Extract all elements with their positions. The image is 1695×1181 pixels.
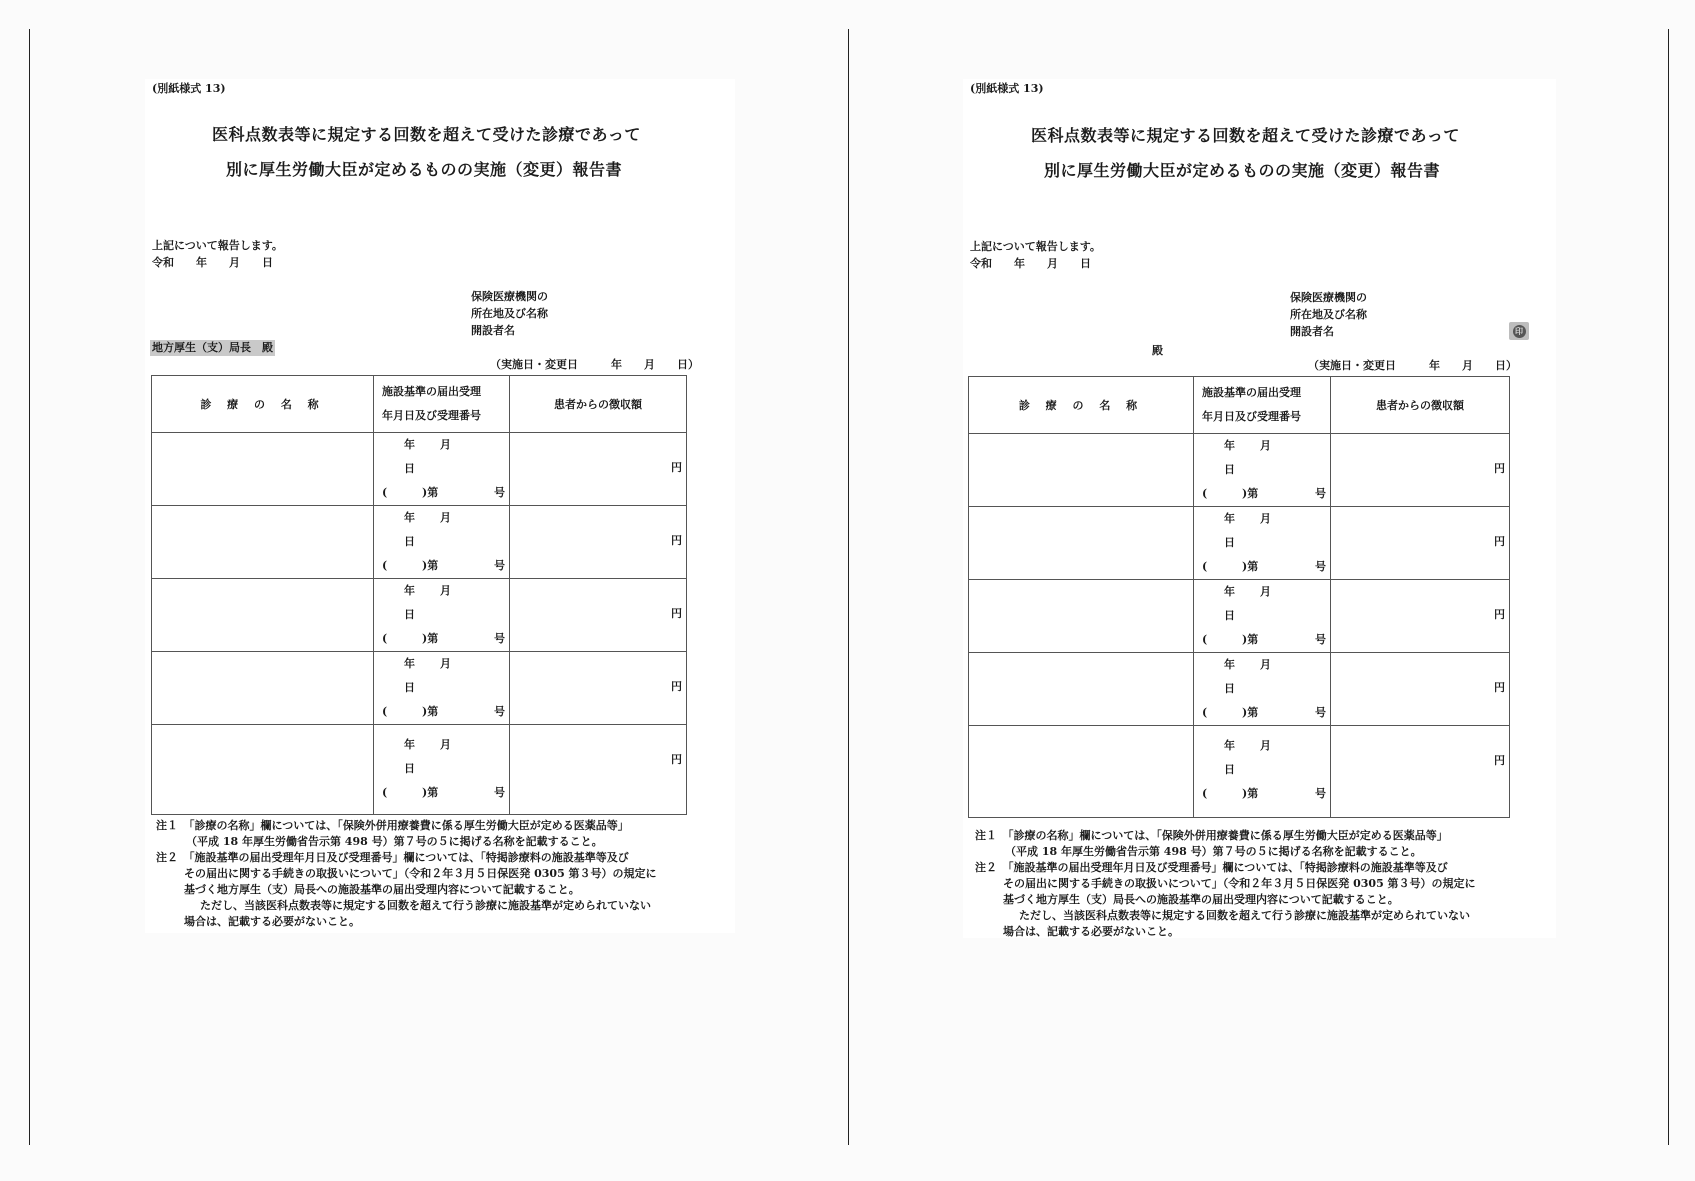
acceptance-date-number-cell[interactable]: 年 月日 ( )第 号 [1194,580,1331,653]
page-title-line-2: 別に厚生労働大臣が定めるものの実施（変更）報告書 [1044,161,1441,180]
note-1-line-1: 注１ 「診療の名称」欄については、「保険外併用療養費に係る厚生労働大臣が定める医薬品等」 [156,819,629,832]
treatment-name-cell[interactable] [969,653,1194,726]
yen-unit: 円 [1494,462,1505,475]
yen-unit: 円 [1494,681,1505,694]
treatment-name-cell[interactable] [152,579,374,652]
report-date-field[interactable]: 令和 年 月 日 [970,257,1091,270]
page-title-line-1: 医科点数表等に規定する回数を超えて受けた診療であって [212,125,641,144]
patient-charge-cell[interactable] [510,579,687,652]
table-row [969,580,1510,653]
table-header-row [152,376,687,433]
form-number: (別紙様式 13) [152,82,226,95]
header-facility-standard-line-2: 年月日及び受理番号 [382,409,481,422]
treatment-name-cell[interactable] [969,434,1194,507]
report-table [968,376,1510,818]
yen-unit: 円 [671,607,682,620]
institution-label: 保険医療機関の [1290,291,1367,304]
header-patient-charge: 患者からの徴収額 [510,376,687,433]
patient-charge-cell[interactable] [510,506,687,579]
table-row [152,433,687,506]
institution-location-label: 所在地及び名称 [471,307,548,320]
table-row [152,579,687,652]
note-2-line-5: 場合は、記載する必要がないこと。 [1003,925,1179,938]
notes-section [156,818,657,930]
institution-label: 保険医療機関の [471,290,548,303]
treatment-name-cell[interactable] [152,433,374,506]
report-statement: 上記について報告します。 [970,240,1101,253]
table-row [152,725,687,815]
treatment-name-cell[interactable] [152,725,374,815]
implementation-date-field[interactable]: （実施日・変更日 年 月 日） [1308,359,1517,372]
patient-charge-cell[interactable] [1331,434,1510,507]
notes-section [975,828,1476,940]
addressee: 殿 [1152,344,1163,357]
header-facility-standard-line-1: 施設基準の届出受理 [382,385,481,398]
patient-charge-cell[interactable] [1331,507,1510,580]
header-treatment-name: 診 療 の 名 称 [969,377,1194,434]
acceptance-date-number-cell[interactable]: 年 月日 ( )第 号 [374,433,510,506]
note-2-line-4: ただし、当該医科点数表等に規定する回数を超えて行う診療に施設基準が定められていない [200,899,651,912]
page-title-line-2: 別に厚生労働大臣が定めるものの実施（変更）報告書 [226,160,623,179]
form-number: (別紙様式 13) [970,82,1044,95]
table-row [152,506,687,579]
acceptance-date-number-cell[interactable]: 年 月日 ( )第 号 [1194,434,1331,507]
note-2-line-4: ただし、当該医科点数表等に規定する回数を超えて行う診療に施設基準が定められていない [1019,909,1470,922]
page-title-line-1: 医科点数表等に規定する回数を超えて受けた診療であって [1031,126,1460,145]
table-header-row [969,377,1510,434]
acceptance-date-number-cell[interactable]: 年 月日 ( )第 号 [1194,726,1331,818]
note-2-line-2: その届出に関する手続きの取扱いについて」（令和２年３月５日保医発 0305 第３号）の規定に [184,867,657,880]
acceptance-date-number-cell[interactable]: 年 月日 ( )第 号 [374,506,510,579]
founder-name-label: 開設者名 [1290,325,1334,338]
treatment-name-cell[interactable] [969,507,1194,580]
acceptance-date-number-cell[interactable]: 年 月日 ( )第 号 [1194,507,1331,580]
note-1-line-2: （平成 18 年厚生労働省告示第 498 号）第７号の５に掲げる名称を記載すること。 [186,835,603,848]
patient-charge-cell[interactable] [510,652,687,725]
yen-unit: 円 [671,461,682,474]
report-date-field[interactable]: 令和 年 月 日 [152,256,273,269]
acceptance-date-number-cell[interactable]: 年 月日 ( )第 号 [374,725,510,815]
note-2-line-2: その届出に関する手続きの取扱いについて」（令和２年３月５日保医発 0305 第３号）の規定に [1003,877,1476,890]
header-facility-standard [374,376,510,433]
yen-unit: 円 [671,680,682,693]
note-2-line-1: 注２ 「施設基準の届出受理年月日及び受理番号」欄については、「特掲診療料の施設基準等及び [975,861,1448,874]
addressee: 地方厚生（支）局長 殿 [152,341,273,354]
acceptance-date-number-cell[interactable]: 年 月日 ( )第 号 [374,652,510,725]
treatment-name-cell[interactable] [152,652,374,725]
page-border-middle [848,29,849,1145]
treatment-name-cell[interactable] [152,506,374,579]
table-row [152,652,687,725]
report-statement: 上記について報告します。 [152,239,283,252]
yen-unit: 円 [1494,608,1505,621]
acceptance-date-number-cell[interactable]: 年 月日 ( )第 号 [374,579,510,652]
page-border-right [1668,29,1669,1145]
note-2-line-5: 場合は、記載する必要がないこと。 [184,915,360,928]
founder-name-label: 開設者名 [471,324,515,337]
table-row [969,507,1510,580]
note-1-line-1: 注１ 「診療の名称」欄については、「保険外併用療養費に係る厚生労働大臣が定める医薬品等」 [975,829,1448,842]
note-1-line-2: （平成 18 年厚生労働省告示第 498 号）第７号の５に掲げる名称を記載すること。 [1005,845,1422,858]
note-2-line-3: 基づく地方厚生（支）局長への施設基準の届出受理内容について記載すること。 [184,883,580,896]
seal-stamp-icon: 印 [1509,322,1529,340]
note-2-line-3: 基づく地方厚生（支）局長への施設基準の届出受理内容について記載すること。 [1003,893,1399,906]
patient-charge-cell[interactable] [1331,653,1510,726]
patient-charge-cell[interactable] [1331,726,1510,818]
yen-unit: 円 [1494,535,1505,548]
table-row [969,653,1510,726]
yen-unit: 円 [671,534,682,547]
patient-charge-cell[interactable] [510,725,687,815]
institution-location-label: 所在地及び名称 [1290,308,1367,321]
table-row [969,434,1510,507]
header-treatment-name: 診 療 の 名 称 [152,376,374,433]
treatment-name-cell[interactable] [969,580,1194,653]
header-facility-standard [1194,377,1331,434]
note-2-line-1: 注２ 「施設基準の届出受理年月日及び受理番号」欄については、「特掲診療料の施設基準等及び [156,851,629,864]
table-row [969,726,1510,818]
report-table [151,375,687,815]
header-facility-standard-line-2: 年月日及び受理番号 [1202,410,1301,423]
patient-charge-cell[interactable] [1331,580,1510,653]
patient-charge-cell[interactable] [510,433,687,506]
acceptance-date-number-cell[interactable]: 年 月日 ( )第 号 [1194,653,1331,726]
header-patient-charge: 患者からの徴収額 [1331,377,1510,434]
treatment-name-cell[interactable] [969,726,1194,818]
yen-unit: 円 [1494,754,1505,767]
header-facility-standard-line-1: 施設基準の届出受理 [1202,386,1301,399]
implementation-date-field[interactable]: （実施日・変更日 年 月 日） [490,358,699,371]
page-border-left [29,29,30,1145]
yen-unit: 円 [671,753,682,766]
